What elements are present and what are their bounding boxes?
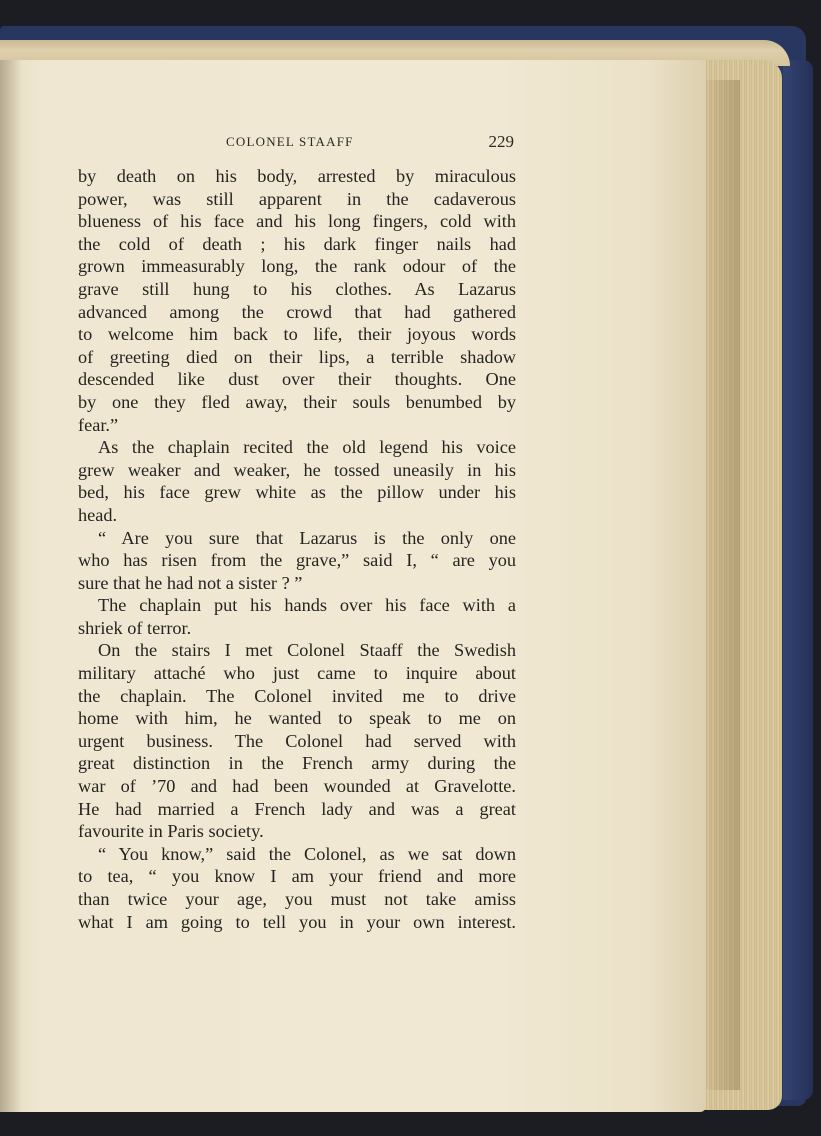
text-line: of greeting died on their lips, a terrible shadow xyxy=(78,346,516,367)
text-line: great distinction in the French army during the xyxy=(78,753,516,774)
text-line: blueness of his face and his long fingers, cold with xyxy=(78,211,516,232)
page-number: 229 xyxy=(488,132,514,151)
text-line: military attaché who just came to inquire about xyxy=(78,663,516,684)
text-line: war of ’70 and had been wounded at Gravelotte. xyxy=(78,776,516,797)
text-line: advanced among the crowd that had gathered xyxy=(78,301,516,322)
text-line: urgent business. The Colonel had served with xyxy=(78,730,516,751)
body-text xyxy=(78,165,516,933)
text-line: bed, his face grew white as the pillow under his xyxy=(78,482,516,503)
text-line: grew weaker and weaker, he tossed uneasily in his xyxy=(78,459,516,480)
text-line: descended like dust over their thoughts. One xyxy=(78,369,516,390)
text-line: by death on his body, arrested by miraculous xyxy=(78,166,516,186)
page-edge-shadow xyxy=(700,80,740,1090)
text-line: the cold of death ; his dark finger nails had xyxy=(78,233,516,254)
text-line: head. xyxy=(78,504,118,525)
text-line: shriek of terror. xyxy=(78,617,192,638)
text-line: As the chaplain recited the old legend his voice xyxy=(98,437,516,458)
running-title: COLONEL STAAFF xyxy=(226,134,354,149)
text-line: power, was still apparent in the cadaverous xyxy=(78,188,516,209)
text-line: “ Are you sure that Lazarus is the only one xyxy=(98,527,516,548)
text-line: The chaplain put his hands over his face with a xyxy=(98,595,516,616)
text-line: On the stairs I met Colonel Staaff the Swedish xyxy=(98,640,516,661)
text-line: “ You know,” said the Colonel, as we sat down xyxy=(98,843,516,864)
text-line: sure that he had not a sister ? ” xyxy=(78,572,303,593)
text-line: He had married a French lady and was a great xyxy=(78,798,516,819)
text-line: who has risen from the grave,” said I, “ are you xyxy=(78,550,516,571)
page-gutter-shadow xyxy=(0,60,22,1112)
text-line: than twice your age, you must not take amiss xyxy=(78,889,516,909)
text-line: to tea, “ you know I am your friend and more xyxy=(78,866,516,887)
text-line: to welcome him back to life, their joyous words xyxy=(78,324,516,345)
text-line: home with him, he wanted to speak to me on xyxy=(78,708,516,729)
cover-edge xyxy=(783,60,813,1100)
text-line: fear.” xyxy=(78,414,119,435)
text-line: favourite in Paris society. xyxy=(78,821,264,842)
text-line: grave still hung to his clothes. As Lazarus xyxy=(78,278,516,299)
text-line: grown immeasurably long, the rank odour of the xyxy=(78,256,516,277)
text-line: the chaplain. The Colonel invited me to drive xyxy=(78,685,516,706)
text-line: what I am going to tell you in your own interest. xyxy=(78,911,516,932)
running-head xyxy=(78,132,516,154)
text-line: by one they fled away, their souls benumbed by xyxy=(78,391,516,412)
